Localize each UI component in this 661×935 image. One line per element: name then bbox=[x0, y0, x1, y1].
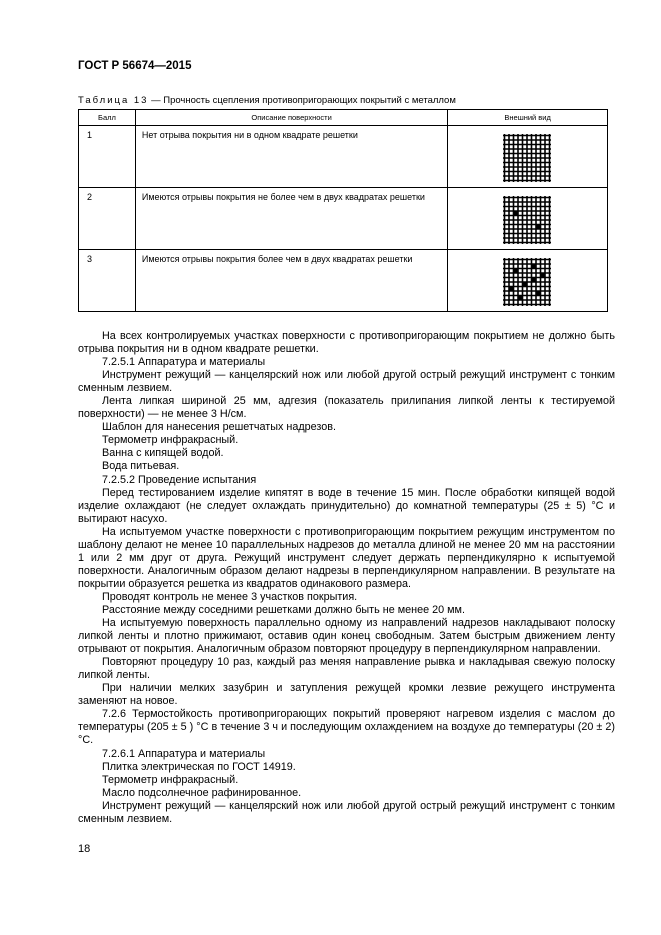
column-header-description: Описание поверхности bbox=[135, 110, 447, 126]
crosscut-grid-image bbox=[503, 134, 553, 184]
body-text bbox=[78, 330, 615, 826]
appearance-cell bbox=[448, 250, 608, 312]
table-caption-title: — Прочность сцепления противопригорающих покрытий с металлом bbox=[148, 95, 456, 106]
paragraph: Инструмент режущий — канцелярский нож или любой другой острый режущий инструмент с тонким сменным лезвием. bbox=[78, 799, 615, 825]
table-row bbox=[79, 250, 608, 312]
description-cell: Имеются отрывы покрытия более чем в двух квадратах решетки bbox=[135, 250, 447, 312]
crosscut-grid-image bbox=[503, 258, 553, 308]
score-cell: 3 bbox=[79, 250, 136, 312]
description-cell: Имеются отрывы покрытия не более чем в двух квадратах решетки bbox=[135, 188, 447, 250]
paragraph: Лента липкая шириной 25 мм, адгезия (показатель прилипания липкой ленты к тестируемой поверхности) — не менее 3 Н/см. bbox=[78, 395, 615, 421]
appearance-cell bbox=[448, 188, 608, 250]
table-header-row bbox=[79, 110, 608, 126]
paragraph: Инструмент режущий — канцелярский нож или любой другой острый режущий инструмент с тонким сменным лезвием. bbox=[78, 369, 615, 395]
paragraph: На испытуемую поверхность параллельно одному из направлений надрезов накладывают полоску липкой ленты и плотно прижимают, оставив один конец свободным. Затем быстрым движением ленту отрывают от покрытия. Аналогичным образом повторяют процедуру в перпендикулярном направлении. bbox=[78, 617, 615, 656]
paragraph: Расстояние между соседними решетками должно быть не менее 20 мм. bbox=[102, 603, 465, 616]
table-caption-label: Таблица 13 bbox=[78, 95, 149, 106]
paragraph: Повторяют процедуру 10 раз, каждый раз меняя направление рывка и накладывая свежую полоску липкой ленты. bbox=[78, 656, 615, 682]
paragraph: Вода питьевая. bbox=[102, 460, 180, 473]
appearance-cell bbox=[448, 126, 608, 188]
table-row bbox=[79, 126, 608, 188]
paragraph: Термометр инфракрасный. bbox=[102, 434, 239, 447]
paragraph: Перед тестированием изделие кипятят в воде в течение 15 мин. После обработки кипящей водой изделие охлаждают (не следует охлаждать принудительно) до комнатной температуры (25 ± 5) °С и вытирают насухо. bbox=[78, 486, 615, 525]
paragraph: 7.2.6 Термостойкость противопригорающих покрытий проверяют нагревом изделия с маслом до температуры (205 ± 5 ) °С в течение 3 ч и последующим охлаждением на воздухе до температуры (20 ± 2) °С. bbox=[78, 708, 615, 747]
section-heading: 7.2.6.1 Аппаратура и материалы bbox=[102, 747, 266, 760]
section-heading: 7.2.5.2 Проведение испытания bbox=[102, 473, 257, 486]
paragraph: Проводят контроль не менее 3 участков покрытия. bbox=[102, 590, 358, 603]
table-caption bbox=[78, 95, 456, 106]
description-cell: Нет отрыва покрытия ни в одном квадрате решетки bbox=[135, 126, 447, 188]
paragraph: Плитка электрическая по ГОСТ 14919. bbox=[102, 760, 296, 773]
paragraph: При наличии мелких зазубрин и затупления режущей кромки лезвие режущего инструмента заменяют на новое. bbox=[78, 682, 615, 708]
paragraph: Масло подсолнечное рафинированное. bbox=[102, 786, 302, 799]
column-header-score: Балл bbox=[79, 110, 136, 126]
section-heading: 7.2.5.1 Аппаратура и материалы bbox=[102, 356, 266, 369]
score-cell: 2 bbox=[79, 188, 136, 250]
paragraph: На всех контролируемых участках поверхности с противопригорающим покрытием не должно быть отрыва покрытия ни в одном квадрате решетки. bbox=[78, 330, 615, 356]
document-header: ГОСТ Р 56674—2015 bbox=[78, 60, 192, 72]
crosscut-grid-image bbox=[503, 196, 553, 246]
paragraph: Ванна с кипящей водой. bbox=[102, 447, 224, 460]
paragraph: На испытуемом участке поверхности с противопригорающим покрытием режущим инструментом по шаблону делают не менее 10 параллельных надрезов до металла длиной не менее 20 мм на расстоянии 1 или 2 мм друг от друга. Режущий инструмент следует держать перпендикулярно к испытуемой поверхности. Аналогичным образом делают надрезы в перпендикулярном направлении. В результате на покрытии образуется решетка из квадратов одинакового размера. bbox=[78, 525, 615, 590]
score-cell: 1 bbox=[79, 126, 136, 188]
page-number: 18 bbox=[78, 843, 91, 855]
table-row bbox=[79, 188, 608, 250]
adhesion-table bbox=[78, 109, 608, 312]
column-header-appearance: Внешний вид bbox=[448, 110, 608, 126]
paragraph: Термометр инфракрасный. bbox=[102, 773, 239, 786]
paragraph: Шаблон для нанесения решетчатых надрезов. bbox=[102, 421, 336, 434]
